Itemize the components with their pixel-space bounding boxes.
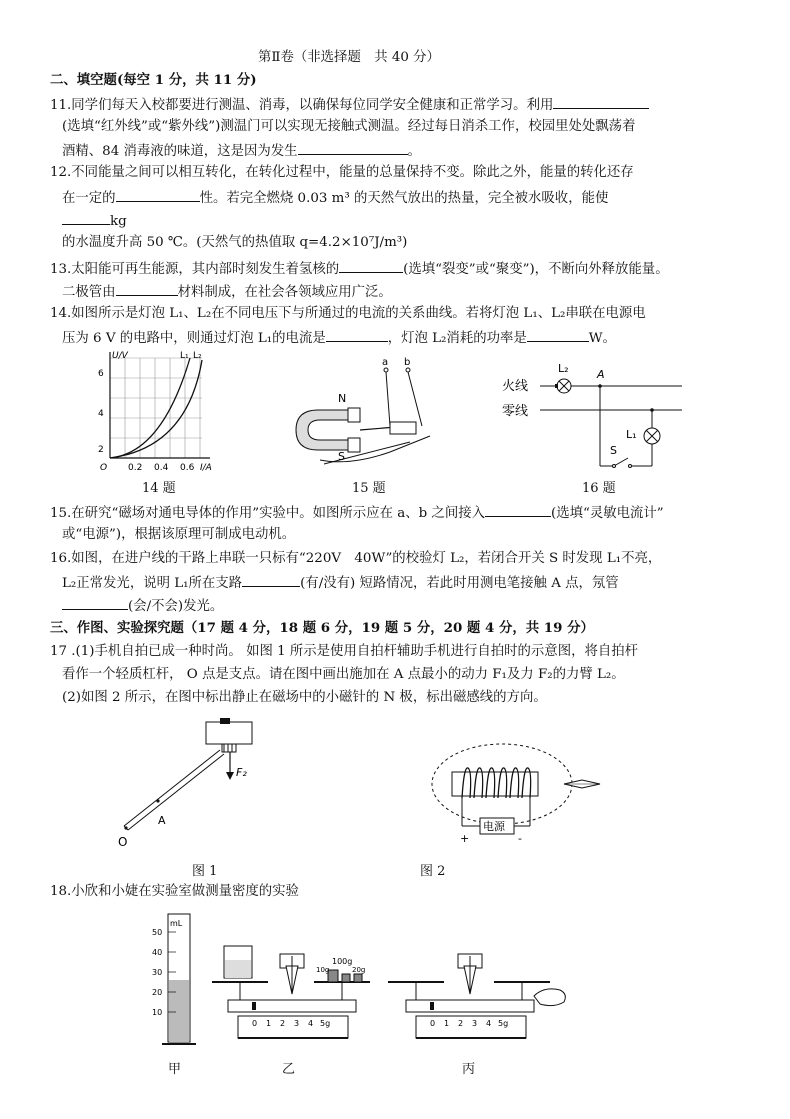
q14-text2c: W。 — [588, 331, 616, 346]
fig14-xlabel: I/A — [200, 463, 212, 473]
fig18-weight-10g: 10g — [316, 966, 330, 974]
q11-line3 — [62, 140, 421, 162]
q13-text1b: (选填“裂变”或“聚变”)，不断向外释放能量。 — [403, 262, 669, 277]
fig18-cyl-tick: 20 — [152, 988, 163, 997]
q11-blank2[interactable] — [298, 140, 408, 155]
fig2-power-label: 电源 — [483, 820, 505, 833]
fig18-scale-tick: 5g — [498, 1019, 509, 1028]
fig18-cyl-tick: 10 — [152, 1008, 163, 1017]
q13-blank2[interactable] — [116, 281, 178, 296]
q15-line2: 或“电源”)，根据该原理可制成电动机。 — [62, 527, 296, 542]
q14-line2 — [62, 327, 616, 349]
fig14-graph — [92, 348, 222, 476]
fig18-cyl-tick: 40 — [152, 948, 163, 957]
q12-line2 — [62, 187, 608, 209]
fig18-jia-caption: 甲 — [168, 1062, 182, 1077]
fig18-balance-yi — [208, 940, 374, 1052]
q16-line3 — [62, 595, 223, 617]
q13-line1 — [50, 258, 669, 280]
fig18-scale-tick: 1 — [266, 1019, 272, 1028]
q16-text2a: L₂正常发光，说明 L₁所在支路 — [62, 576, 243, 591]
fig18-scale-tick: 4 — [486, 1019, 492, 1028]
fig2-solenoid — [428, 738, 604, 848]
fig14-origin: O — [100, 463, 108, 473]
q17-line1: 17 .(1)手机自拍已成一种时尚。 如图 1 所示是使用自拍杆辅助手机进行自拍时的示意图，将自拍杆 — [50, 644, 639, 659]
q12-blank2[interactable] — [62, 210, 110, 225]
section3-title: 三、作图、实验探究题（17 题 4 分，18 题 6 分，19 题 5 分，20 题 4 分，共 19 分） — [50, 620, 594, 636]
fig14-xtick: 0.2 — [128, 463, 143, 473]
q18-line1: 18.小欣和小婕在实验室做测量密度的实验 — [50, 884, 299, 899]
q12-line3 — [62, 210, 127, 232]
q15-blank1[interactable] — [485, 502, 551, 517]
q12-line4: 的水温度升高 50 ℃。(天然气的热值取 q=4.2×10⁷J/m³) — [62, 235, 408, 250]
fig16-circuit — [500, 348, 686, 474]
section2-title: 二、填空题(每空 1 分，共 11 分) — [50, 72, 257, 88]
fig15-s-label: S — [338, 450, 345, 463]
fig2-minus-label: - — [518, 832, 522, 845]
q15-text1a: 15.在研究“磁场对通电导体的作用”实验中。如图所示应在 a、b 之间接入 — [50, 506, 485, 521]
q12-text2a: 在一定的 — [62, 191, 116, 206]
q14-blank1[interactable] — [326, 327, 388, 342]
q13-text1a: 13.太阳能可再生能源，其内部时刻发生着氢核的 — [50, 262, 340, 277]
fig18-bing-caption: 丙 — [462, 1062, 476, 1077]
q16-blank2[interactable] — [62, 595, 128, 610]
fig1-f2-label: F₂ — [236, 766, 247, 779]
q11-blank1[interactable] — [553, 94, 649, 109]
fig1-o-label: O — [118, 835, 128, 849]
fig14-curve-l2 — [110, 360, 202, 458]
q16-text3: (会/不会)发光。 — [128, 599, 224, 614]
q13-text2b: 材料制成，在社会各领域应用广泛。 — [177, 285, 392, 300]
q12-unit: kg — [110, 214, 127, 229]
fig1-caption: 图 1 — [192, 864, 218, 879]
fig18-scale-tick: 2 — [458, 1019, 464, 1028]
q16-blank1[interactable] — [242, 572, 300, 587]
q15-line1 — [50, 502, 664, 524]
fig14-ytick: 4 — [98, 409, 104, 419]
fig18-balance-bing — [384, 950, 570, 1052]
fig1-a-label: A — [158, 814, 166, 827]
fig14-l1-label: L₁ — [180, 351, 189, 361]
fig18-cyl-tick: 50 — [152, 928, 163, 937]
fig15-n-label: N — [338, 392, 347, 405]
fig14-ytick: 2 — [98, 445, 104, 455]
q13-text2a: 二极管由 — [62, 285, 116, 300]
fig16-caption: 16 题 — [582, 481, 616, 496]
fig18-weight-20g: 20g — [352, 966, 366, 974]
fig14-curve-l1 — [110, 358, 190, 458]
fig14-l2-label: L₂ — [193, 351, 202, 361]
fig15-a-label: a — [382, 357, 389, 368]
fig18-cylinder — [148, 908, 198, 1054]
fig18-yi-caption: 乙 — [282, 1062, 296, 1077]
q14-text2a: 压为 6 V 的电路中，则通过灯泡 L₁的电流是 — [62, 331, 326, 346]
q11-text3b: 。 — [407, 144, 421, 159]
fig18-scale-tick: 3 — [472, 1019, 478, 1028]
q12-blank1[interactable] — [116, 187, 200, 202]
fig18-ml-label: mL — [170, 919, 183, 928]
fig18-scale-tick: 5g — [320, 1019, 331, 1028]
q14-text2b: ，灯泡 L₂消耗的功率是 — [387, 331, 527, 346]
fig16-live-label: 火线 — [502, 379, 529, 394]
q12-line1: 12.不同能量之间可以相互转化，在转化过程中，能量的总量保持不变。除此之外，能量的转化还存 — [50, 165, 634, 180]
q14-blank2[interactable] — [527, 327, 589, 342]
q11-text3: 酒精、84 消毒液的味道，这是因为发生 — [62, 144, 298, 159]
q13-line2 — [62, 281, 392, 303]
q16-line1: 16.如图，在进户线的干路上串联一只标有“220V 40W”的校验灯 L₂，若闭合开关 S 时发现 L₁不亮， — [50, 551, 662, 566]
q11-line1 — [50, 94, 649, 116]
q17-line3: (2)如图 2 所示，在图中标出静止在磁场中的小磁针的 N 极，标出磁感线的方向。 — [62, 690, 547, 705]
fig18-weight-100g: 100g — [332, 957, 353, 966]
fig18-scale-tick: 0 — [252, 1019, 258, 1028]
fig2-caption: 图 2 — [420, 864, 446, 879]
fig18-scale-tick: 4 — [308, 1019, 314, 1028]
section-header: 第Ⅱ卷（非选择题 共 40 分） — [258, 50, 440, 65]
fig16-l2-label: L₂ — [558, 362, 569, 375]
q13-blank1[interactable] — [339, 258, 403, 273]
fig1-lever — [112, 716, 272, 854]
fig15-motor-setup — [290, 356, 440, 472]
q11-line2: (选填“红外线”或“紫外线”)测温门可以实现无接触式测温。经过每日消杀工作，校园里处处飘荡着 — [62, 119, 636, 134]
fig14-ytick: 6 — [98, 369, 104, 379]
fig18-scale-tick: 1 — [444, 1019, 450, 1028]
fig16-s-label: S — [610, 444, 617, 457]
fig2-plus-label: + — [460, 832, 470, 845]
q12-text2b: 性。若完全燃烧 0.03 m³ 的天然气放出的热量，完全被水吸收，能使 — [199, 191, 609, 206]
fig15-caption: 15 题 — [352, 481, 386, 496]
fig18-scale-tick: 3 — [294, 1019, 300, 1028]
fig18-cyl-tick: 30 — [152, 968, 163, 977]
q15-text1b: (选填“灵敏电流计” — [551, 506, 664, 521]
fig18-scale-tick: 2 — [280, 1019, 286, 1028]
fig14-caption: 14 题 — [142, 481, 176, 496]
fig14-ylabel: U/V — [112, 351, 128, 361]
fig14-xtick: 0.6 — [180, 463, 195, 473]
q16-text2b: (有/没有) 短路情况，若此时用测电笔接触 A 点，氖管 — [300, 576, 619, 591]
q16-line2 — [62, 572, 619, 594]
fig16-l1-label: L₁ — [626, 428, 637, 441]
fig18-scale-tick: 0 — [430, 1019, 436, 1028]
fig14-xtick: 0.4 — [154, 463, 169, 473]
fig16-neutral-label: 零线 — [502, 404, 529, 419]
fig15-b-label: b — [404, 357, 411, 368]
q11-text1: 11.同学们每天入校都要进行测温、消毒，以确保每位同学安全健康和正常学习。利用 — [50, 98, 554, 113]
q17-line2: 看作一个轻质杠杆， O 点是支点。请在图中画出施加在 A 点最小的动力 F₁及力 F₂的力臂 L₂。 — [62, 667, 625, 682]
fig16-a-label: A — [597, 368, 605, 381]
q14-line1: 14.如图所示是灯泡 L₁、L₂在不同电压下与所通过的电流的关系曲线。若将灯泡 L₁、L₂串联在电源电 — [50, 306, 646, 321]
